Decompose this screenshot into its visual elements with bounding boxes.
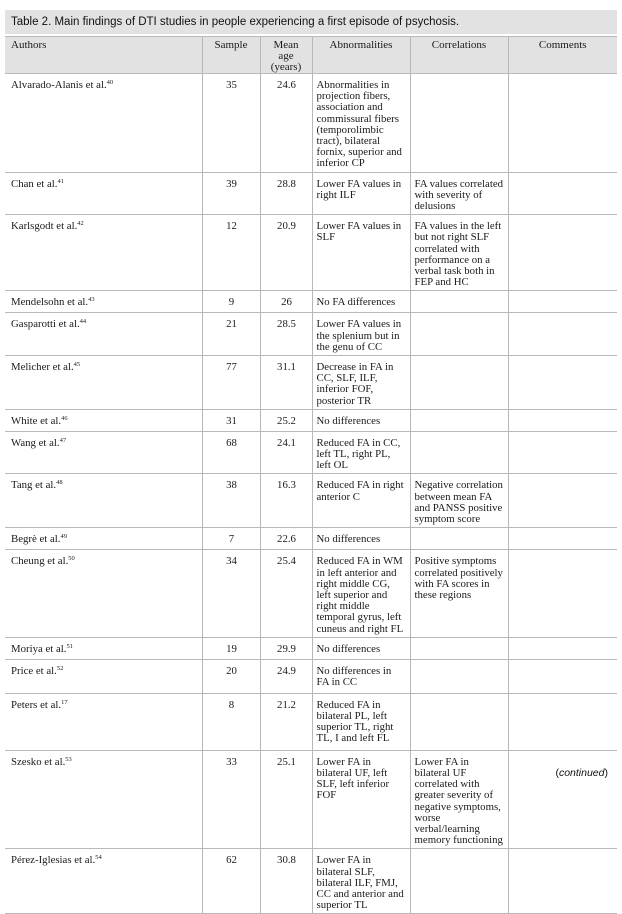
- reference-number: 53: [65, 755, 72, 763]
- cell-abnormalities: No differences: [312, 409, 410, 431]
- cell-abnormalities: No FA differences: [312, 291, 410, 313]
- cell-mean-age: 16.3: [260, 474, 312, 528]
- reference-number: 51: [66, 642, 73, 650]
- cell-correlations: Lower FA in bilateral UF correlated with greater severity of negative symptoms, worse verbal/learning memory functioning: [410, 750, 508, 849]
- cell-abnormalities: Reduced FA in WM in left anterior and right middle CG, left superior and right middle temporal gyrus, left cuneus and right FL: [312, 550, 410, 637]
- cell-correlations: [410, 528, 508, 550]
- cell-abnormalities: Lower FA values in SLF: [312, 215, 410, 291]
- header-authors: Authors: [5, 37, 202, 74]
- table-row: [5, 215, 617, 291]
- cell-sample: 33: [202, 750, 260, 849]
- header-abnormalities: Abnormalities: [312, 37, 410, 74]
- cell-abnormalities: Lower FA values in right ILF: [312, 172, 410, 215]
- cell-comments: [508, 474, 617, 528]
- cell-correlations: [410, 409, 508, 431]
- cell-comments: [508, 659, 617, 693]
- cell-comments: [508, 550, 617, 637]
- cell-correlations: [410, 74, 508, 173]
- cell-correlations: [410, 659, 508, 693]
- reference-number: 42: [77, 220, 84, 228]
- table-header-row: [5, 37, 617, 74]
- author-name: Peters et al.: [11, 698, 62, 711]
- cell-sample: 35: [202, 74, 260, 173]
- cell-author: [5, 74, 202, 173]
- cell-mean-age: 30.8: [260, 849, 312, 914]
- cell-correlations: FA values in the left but not right SLF correlated with performance on a verbal task both in FEP and HC: [410, 215, 508, 291]
- cell-comments: [508, 291, 617, 313]
- cell-correlations: FA values correlated with severity of delusions: [410, 172, 508, 215]
- reference-number: 43: [88, 296, 95, 304]
- author-name: Karlsgodt et al.: [11, 220, 78, 233]
- cell-comments: [508, 313, 617, 356]
- cell-sample: 34: [202, 550, 260, 637]
- cell-comments: [508, 637, 617, 659]
- cell-mean-age: 29.9: [260, 637, 312, 659]
- cell-author: [5, 431, 202, 474]
- dti-findings-table: [5, 36, 617, 914]
- cell-mean-age: 20.9: [260, 215, 312, 291]
- cell-mean-age: 28.8: [260, 172, 312, 215]
- cell-mean-age: 24.9: [260, 659, 312, 693]
- header-mean-age-line1: Mean age: [273, 39, 299, 62]
- cell-author: [5, 637, 202, 659]
- cell-author: [5, 659, 202, 693]
- cell-comments: [508, 750, 617, 849]
- reference-number: 17: [61, 698, 68, 706]
- author-name: Pérez-Iglesias et al.: [11, 854, 96, 867]
- header-mean-age-line2: (years): [270, 61, 302, 73]
- cell-mean-age: 24.1: [260, 431, 312, 474]
- reference-number: 46: [61, 414, 68, 422]
- author-name: Tang et al.: [11, 479, 57, 492]
- cell-correlations: Positive symptoms correlated positively with FA scores in these regions: [410, 550, 508, 637]
- cell-sample: 68: [202, 431, 260, 474]
- continued-open-paren: (: [555, 767, 559, 779]
- cell-sample: 62: [202, 849, 260, 914]
- author-name: Begrè et al.: [11, 533, 61, 546]
- cell-mean-age: 21.2: [260, 693, 312, 750]
- table-row: [5, 409, 617, 431]
- cell-abnormalities: Lower FA values in the splenium but in the genu of CC: [312, 313, 410, 356]
- cell-abnormalities: No differences in FA in CC: [312, 659, 410, 693]
- author-name: Alvarado-Alanis et al.: [11, 79, 107, 91]
- reference-number: 50: [68, 555, 75, 563]
- cell-correlations: Negative correlation between mean FA and PANSS positive symptom score: [410, 474, 508, 528]
- cell-author: [5, 172, 202, 215]
- author-name: Wang et al.: [11, 436, 60, 449]
- cell-sample: 19: [202, 637, 260, 659]
- cell-correlations: [410, 291, 508, 313]
- cell-author: [5, 215, 202, 291]
- cell-mean-age: 28.5: [260, 313, 312, 356]
- table-row: [5, 74, 617, 173]
- author-name: Mendelsohn et al.: [11, 296, 89, 309]
- continued-close-paren: ): [604, 767, 608, 779]
- cell-correlations: [410, 637, 508, 659]
- header-comments: Comments: [508, 37, 617, 74]
- cell-comments: [508, 528, 617, 550]
- cell-abnormalities: No differences: [312, 528, 410, 550]
- cell-comments: [508, 172, 617, 215]
- cell-mean-age: 22.6: [260, 528, 312, 550]
- author-name: Chan et al.: [11, 177, 58, 190]
- header-sample: Sample: [202, 37, 260, 74]
- cell-sample: 9: [202, 291, 260, 313]
- reference-number: 41: [57, 177, 64, 185]
- cell-mean-age: 25.4: [260, 550, 312, 637]
- cell-author: [5, 291, 202, 313]
- cell-author: [5, 550, 202, 637]
- cell-correlations: [410, 356, 508, 410]
- reference-number: 49: [60, 533, 67, 541]
- table-row: [5, 637, 617, 659]
- cell-abnormalities: Reduced FA in right anterior C: [312, 474, 410, 528]
- author-name: Gasparotti et al.: [11, 318, 80, 331]
- cell-sample: 21: [202, 313, 260, 356]
- reference-number: 52: [56, 664, 64, 672]
- cell-mean-age: 31.1: [260, 356, 312, 410]
- cell-correlations: [410, 849, 508, 914]
- cell-mean-age: 26: [260, 291, 312, 313]
- cell-author: [5, 313, 202, 356]
- author-name: Melicher et al.: [11, 361, 74, 374]
- table-row: [5, 693, 617, 750]
- continued-label: continued: [558, 767, 605, 779]
- cell-comments: [508, 356, 617, 410]
- table-row: [5, 550, 617, 637]
- cell-sample: 12: [202, 215, 260, 291]
- reference-number: 40: [106, 79, 114, 86]
- cell-abnormalities: Decrease in FA in CC, SLF, ILF, inferior FOF, posterior TR: [312, 356, 410, 410]
- header-mean-age: [260, 37, 312, 74]
- table-row: [5, 172, 617, 215]
- table-row: [5, 356, 617, 410]
- cell-author: [5, 528, 202, 550]
- cell-comments: [508, 849, 617, 914]
- cell-correlations: [410, 313, 508, 356]
- cell-author: [5, 356, 202, 410]
- table-row: [5, 750, 617, 849]
- cell-mean-age: 25.2: [260, 409, 312, 431]
- cell-abnormalities: Reduced FA in CC, left TL, right PL, left OL: [312, 431, 410, 474]
- reference-number: 47: [59, 436, 67, 444]
- cell-author: [5, 750, 202, 849]
- cell-abnormalities: Reduced FA in bilateral PL, left superior TL, right TL, I and left FL: [312, 693, 410, 750]
- cell-mean-age: 24.6: [260, 74, 312, 173]
- continued-note: [555, 767, 608, 779]
- table-row: [5, 659, 617, 693]
- reference-number: 44: [79, 318, 87, 326]
- cell-correlations: [410, 431, 508, 474]
- cell-sample: 7: [202, 528, 260, 550]
- cell-abnormalities: No differences: [312, 637, 410, 659]
- reference-number: 48: [56, 479, 63, 487]
- table-row: [5, 528, 617, 550]
- cell-correlations: [410, 693, 508, 750]
- cell-sample: 31: [202, 409, 260, 431]
- author-name: Price et al.: [11, 664, 57, 677]
- cell-comments: [508, 74, 617, 173]
- cell-comments: [508, 409, 617, 431]
- table-caption: Table 2. Main findings of DTI studies in people experiencing a first episode of psychosis.: [5, 10, 617, 34]
- reference-number: 45: [73, 361, 81, 369]
- author-name: Cheung et al.: [11, 555, 69, 568]
- cell-sample: 8: [202, 693, 260, 750]
- cell-sample: 77: [202, 356, 260, 410]
- table-row: [5, 474, 617, 528]
- header-correlations: Correlations: [410, 37, 508, 74]
- cell-abnormalities: Abnormalities in projection fibers, association and commissural fibers (temporolimbic tract), bilateral fornix, superior and inferior CP: [312, 74, 410, 173]
- cell-abnormalities: Lower FA in bilateral SLF, bilateral ILF, FMJ, CC and anterior and superior TL: [312, 849, 410, 914]
- table-row: [5, 291, 617, 313]
- cell-sample: 38: [202, 474, 260, 528]
- cell-comments: [508, 215, 617, 291]
- author-name: Szesko et al.: [11, 755, 66, 768]
- table-row: [5, 431, 617, 474]
- cell-comments: [508, 431, 617, 474]
- reference-number: 54: [95, 854, 102, 862]
- cell-author: [5, 474, 202, 528]
- cell-comments: [508, 693, 617, 750]
- cell-author: [5, 849, 202, 914]
- cell-abnormalities: Lower FA in bilateral UF, left SLF, left inferior FOF: [312, 750, 410, 849]
- table-row: [5, 849, 617, 914]
- table-row: [5, 313, 617, 356]
- author-name: White et al.: [11, 414, 62, 427]
- cell-sample: 39: [202, 172, 260, 215]
- author-name: Moriya et al.: [11, 642, 67, 655]
- cell-sample: 20: [202, 659, 260, 693]
- cell-author: [5, 693, 202, 750]
- cell-mean-age: 25.1: [260, 750, 312, 849]
- cell-author: [5, 409, 202, 431]
